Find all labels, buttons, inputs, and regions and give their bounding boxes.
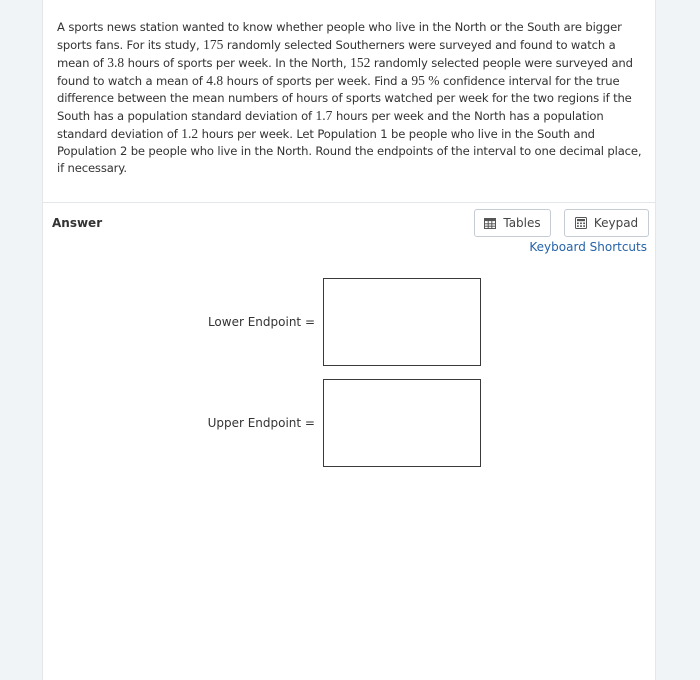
- lower-endpoint-label: Lower Endpoint =: [207, 315, 315, 329]
- section-divider: [43, 202, 655, 203]
- question-fragment: randomly selected Southerners were surveyed and found to watch a mean of: [57, 38, 616, 70]
- question-card: [42, 0, 656, 680]
- question-fragment: randomly selected people were surveyed and found to watch a mean of: [57, 56, 633, 88]
- answer-heading: Answer: [52, 216, 103, 230]
- lower-endpoint-input[interactable]: [323, 278, 481, 366]
- tables-label: Tables: [503, 216, 541, 230]
- question-fragment: A sports news station wanted to know whether people who live in the North or the South are bigger sports fans. For its study,: [57, 20, 622, 52]
- calculator-keypad-icon: [575, 217, 587, 229]
- question-text: [57, 19, 642, 177]
- keypad-button[interactable]: [564, 209, 649, 237]
- north-mean: 4.8: [206, 73, 224, 88]
- keypad-label: Keypad: [593, 216, 639, 230]
- question-fragment: hours of sports per week. In the North,: [124, 56, 351, 70]
- tables-button[interactable]: [474, 209, 551, 237]
- upper-endpoint-label: Upper Endpoint =: [207, 416, 315, 430]
- south-mean: 3.8: [107, 55, 125, 70]
- question-fragment: hours of sports per week. Find a: [223, 74, 412, 88]
- confidence-level: 95: [411, 73, 425, 88]
- keyboard-shortcuts-link[interactable]: Keyboard Shortcuts: [529, 240, 647, 254]
- question-fragment: confidence interval for the true difference between the mean numbers of hours of sports watched per week for the two regions if the South has a population standard deviation of: [57, 74, 632, 123]
- percent-sign: %: [424, 73, 440, 88]
- south-sample-size: 175: [203, 37, 224, 52]
- north-std-dev: 1.2: [181, 126, 199, 141]
- upper-endpoint-input[interactable]: [323, 379, 481, 467]
- north-sample-size: 152: [350, 55, 371, 70]
- question-fragment: hours per week. Let Population 1 be people who live in the South and Population 2 be people who live in the North. Round the endpoints of the interval to one decimal place, if necessary.: [57, 127, 642, 175]
- table-grid-icon: [484, 218, 496, 229]
- south-std-dev: 1.7: [315, 108, 333, 123]
- question-fragment: hours per week and the North has a population standard deviation of: [57, 109, 604, 141]
